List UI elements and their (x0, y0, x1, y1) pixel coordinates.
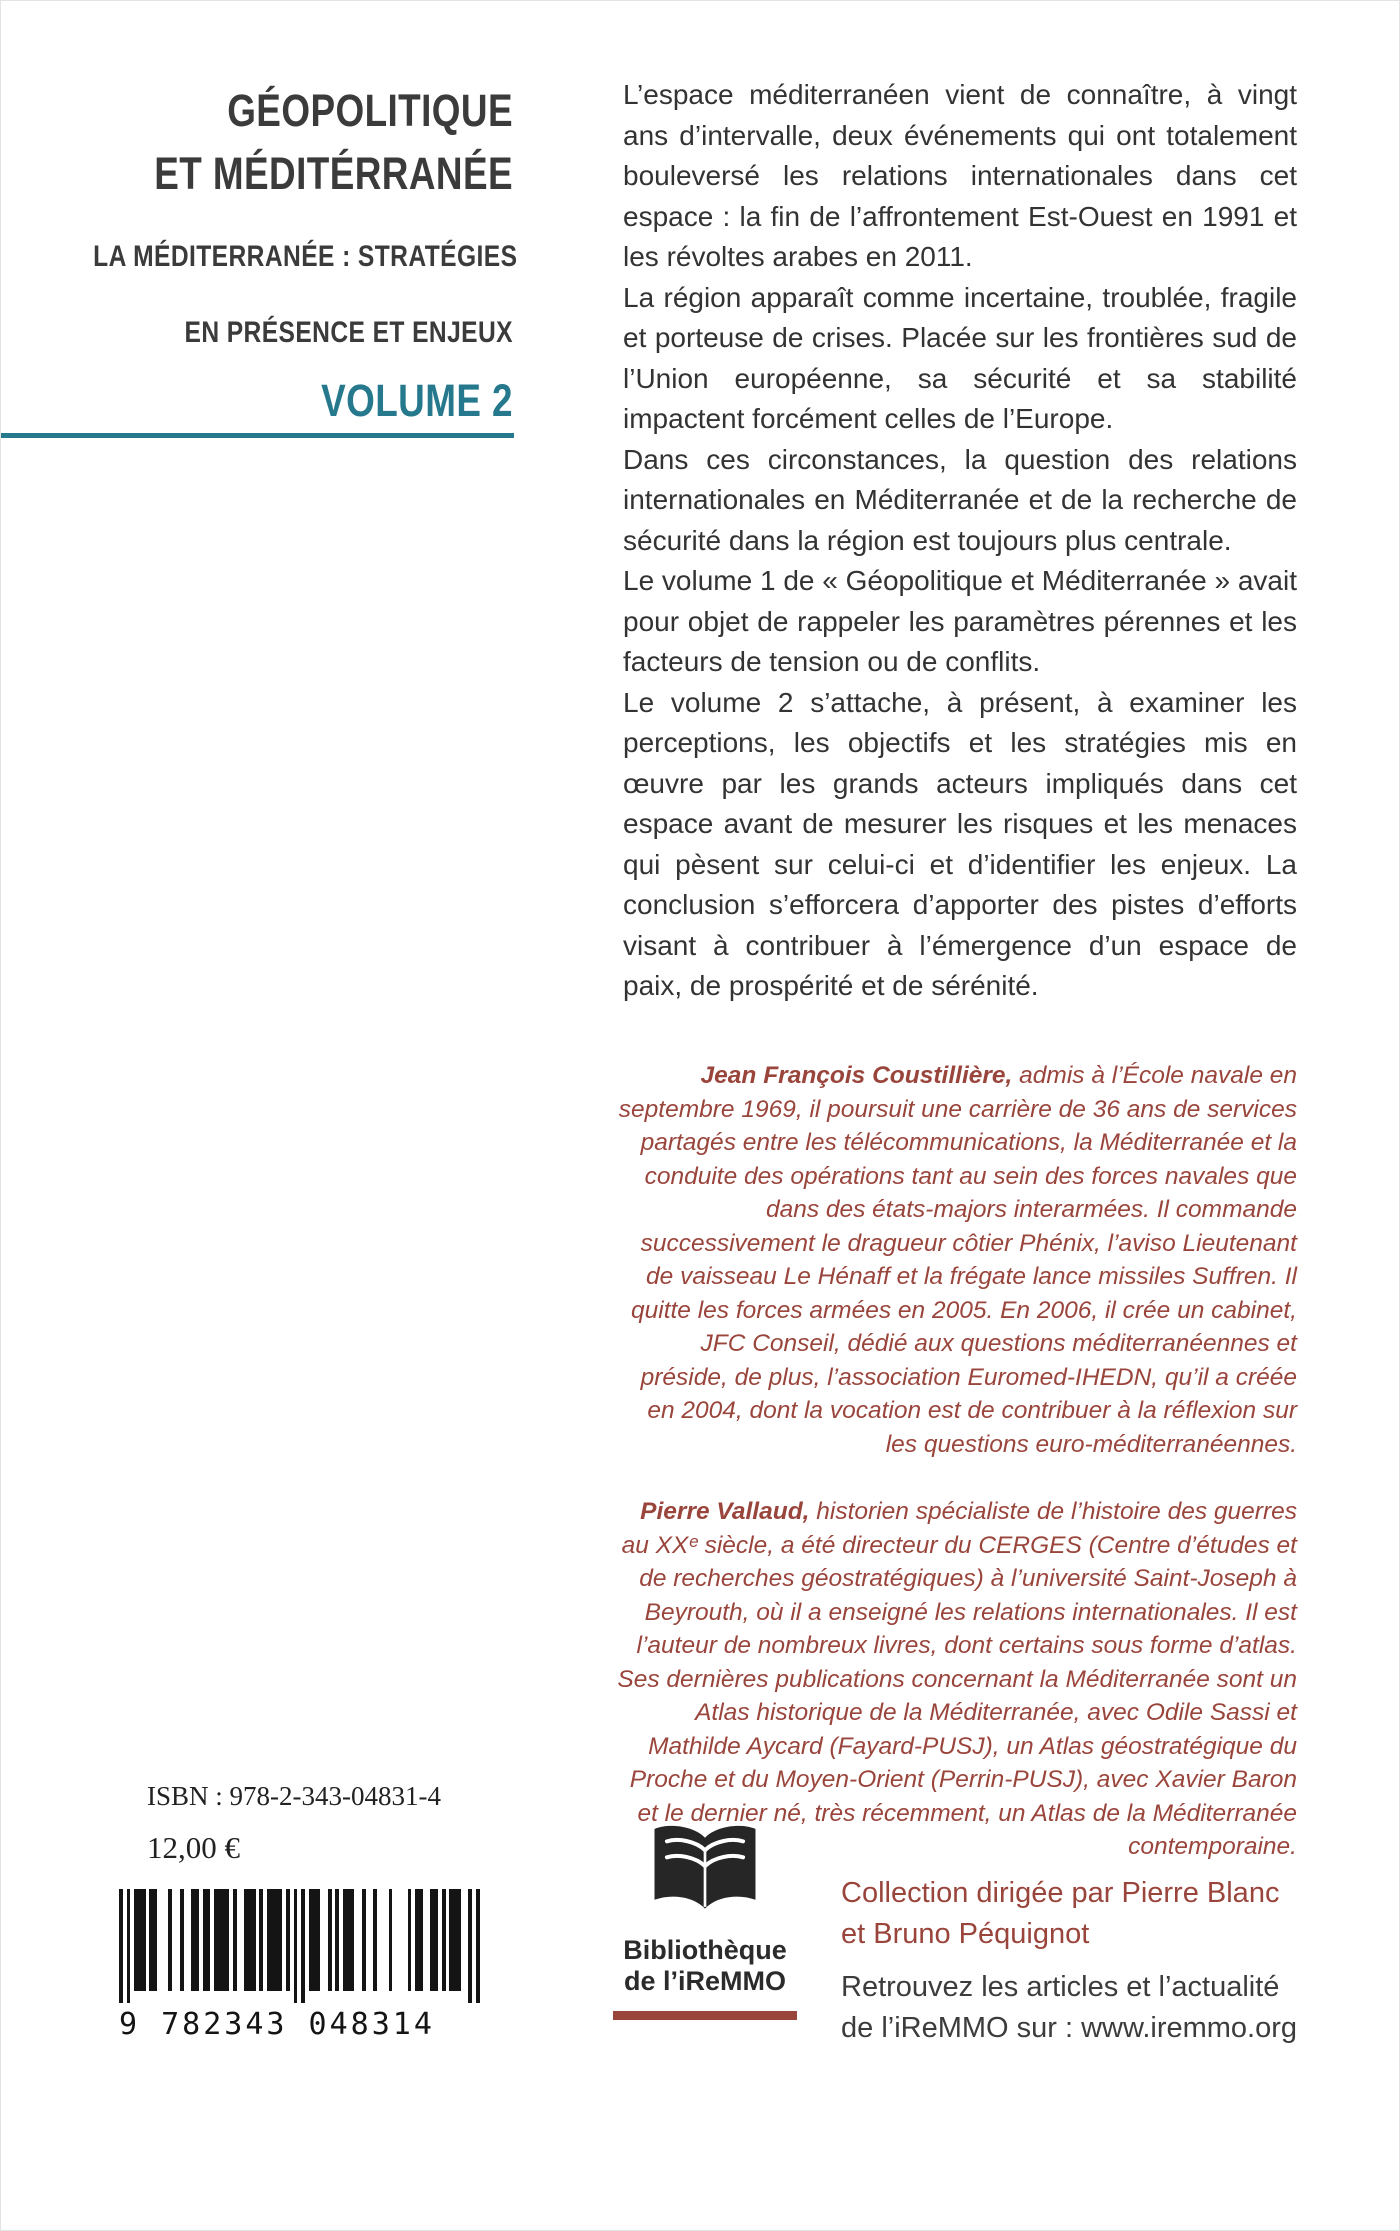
collection-note (841, 1873, 1311, 1955)
collection-line1: Collection dirigée par Pierre Blanc (841, 1877, 1280, 1909)
book-title-line1: GÉOPOLITIQUE (227, 85, 513, 136)
synopsis (623, 75, 1297, 1007)
bio-text: admis à l’École navale en septembre 1969, il poursuit une carrière de 36 ans de services partagés entre les télécommunications, la Méditerranée et la conduite des opérations tant au sein des forces navales que dans des états-majors interarmées. Il commande successivement le dragueur côtier Phénix, l’aviso Lieutenant de vaisseau Le Hénaff et la frégate lance missiles Suffren. Il quitte les forces armées en 2005. En 2006, il crée un cabinet, JFC Conseil, dédié aux questions méditerranéennes et préside, de plus, l’association Euromed-IHEDN, qu’il a créée en 2004, dont la vocation est de contribuer à la réflexion sur les questions euro-méditerranéennes. (618, 1062, 1297, 1458)
isbn-block (147, 1781, 441, 1866)
bio-vallaud (613, 1495, 1297, 1864)
title-block (1, 85, 518, 426)
synopsis-paragraph: Le volume 2 s’attache, à présent, à examiner les perceptions, les objectifs et les stratégies mis en œuvre par les grands acteurs impliqués dans cet espace avant de mesurer les risques et les menaces qui pèsent sur celui-ci et d’identifier les enjeux. La conclusion s’efforcera d’apporter des pistes d’efforts visant à contribuer à l’émergence d’un espace de paix, de prospérité et de sérénité. (623, 686, 1297, 1001)
publisher-name-line2: de l’iReMMO (623, 1966, 786, 1996)
publisher-logo-block (613, 1817, 797, 2020)
synopsis-paragraph: L’espace méditerranéen vient de connaître, à vingt ans d’intervalle, deux événements qui ont totalement bouleversé les relations internationales dans cet espace : la fin de l’affrontement Est-Ouest en 1991 et les révoltes arabes en 2011. (623, 79, 1297, 272)
bio-author-name: Jean François Coustillière, (700, 1062, 1013, 1089)
website-line2: de l’iReMMO sur : www.iremmo.org (841, 2012, 1298, 2044)
publisher-name-line1: Bibliothèque (623, 1935, 787, 1965)
barcode-bars (119, 1889, 485, 2005)
synopsis-paragraph: La région apparaît comme incertaine, troublée, fragile et porteuse de crises. Placée sur les frontières sud de l’Union européenne, sa sécurité et sa stabilité impactent forcément celles de l’Europe. (623, 281, 1297, 434)
open-book-icon (643, 1817, 767, 1933)
isbn-number: ISBN : 978-2-343-04831-4 (147, 1781, 441, 1811)
book-subtitle-line1: LA MÉDITERRANÉE : STRATÉGIES (93, 240, 518, 273)
book-title-line2: ET MÉDITÉRRANÉE (154, 148, 514, 199)
price-label: 12,00 € (147, 1830, 240, 1865)
author-bios (613, 1059, 1297, 1898)
barcode (119, 1889, 485, 2042)
bio-author-name: Pierre Vallaud, (640, 1498, 810, 1525)
collection-line2: et Bruno Péquignot (841, 1918, 1090, 1950)
publisher-rule (613, 2011, 797, 2020)
bio-text: historien spécialiste de l’histoire des guerres au XXᵉ siècle, a été directeur du CERGES (Centre d’études et de recherches géostratégiques) à l’université Saint-Joseph à Beyrouth, où il a enseigné les relations internationales. Il est l’auteur de nombreux livres, dont certains sous forme d’atlas. Ses dernières publications concernant la Méditerranée sont un Atlas historique de la Méditerranée, avec Odile Sassi et Mathilde Aycard (Fayard-PUSJ), un Atlas géostratégique du Proche et du Moyen-Orient (Perrin-PUSJ), avec Xavier Baron et le dernier né, très récemment, un Atlas de la Méditerranée contemporaine. (617, 1498, 1297, 1860)
website-line1: Retrouvez les articles et l’actualité (841, 1971, 1280, 2003)
barcode-number: 9 782343 048314 (119, 2007, 435, 2042)
volume-label: VOLUME 2 (321, 375, 513, 426)
book-subtitle-line2: EN PRÉSENCE ET ENJEUX (184, 316, 513, 349)
synopsis-paragraph: Le volume 1 de « Géopolitique et Méditerranée » avait pour objet de rappeler les paramètres pérennes et les facteurs de tension ou de conflits. (623, 565, 1297, 677)
website-note (841, 1967, 1321, 2049)
accent-rule (1, 433, 514, 438)
bio-coustilliere (613, 1059, 1297, 1461)
publisher-name (613, 1935, 797, 1997)
synopsis-paragraph: Dans ces circonstances, la question des relations internationales en Méditerranée et de la recherche de sécurité dans la région est toujours plus centrale. (623, 443, 1297, 556)
